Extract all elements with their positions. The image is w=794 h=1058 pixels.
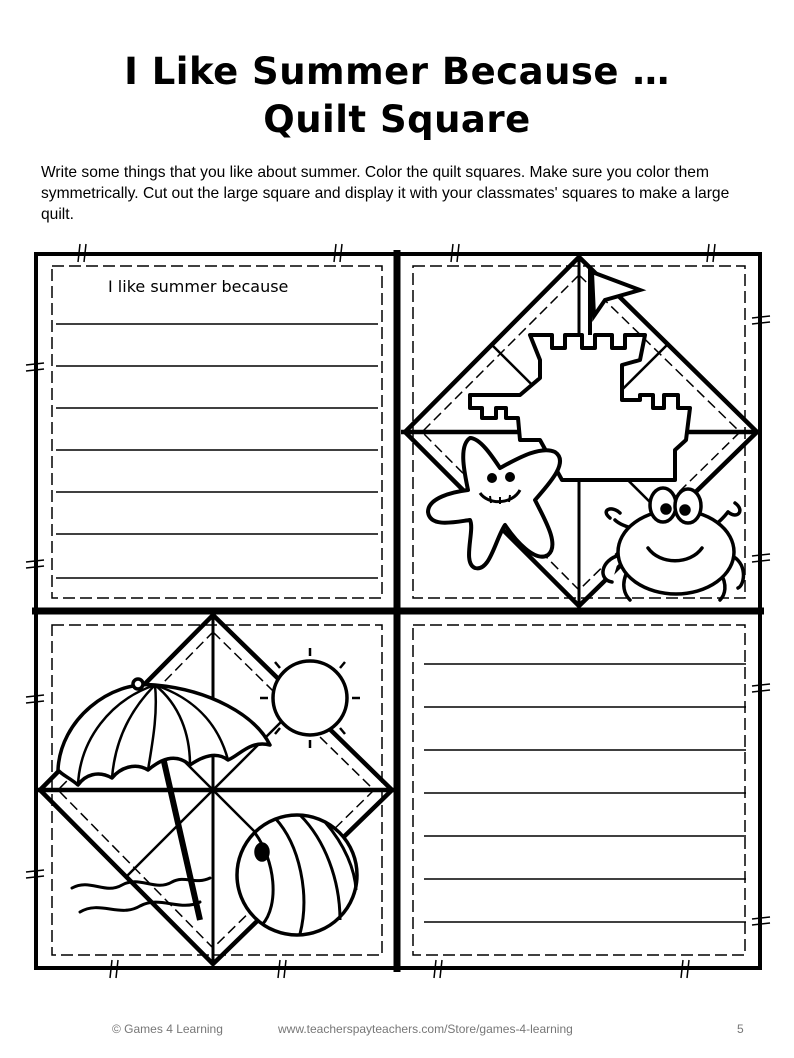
sun-icon (260, 648, 360, 748)
footer-page-number: 5 (737, 1022, 744, 1036)
writing-prompt-label: I like summer because (108, 277, 289, 296)
writing-lines-bottom-right (424, 664, 746, 922)
writing-lines-top-left (56, 324, 378, 578)
page-title-line-2: Quilt Square (263, 98, 531, 141)
beach-ball-icon (237, 815, 357, 935)
instructions-text: Write some things that you like about summer. Color the quilt squares. Make sure you color them symmetrically. Cut out the large square and display it with your classmates' squares to make a large quilt. (41, 164, 730, 223)
footer-copyright: © Games 4 Learning (112, 1022, 223, 1036)
crab-icon (603, 488, 743, 600)
flag-icon (590, 268, 640, 335)
footer-url: www.teacherspayteachers.com/Store/games-4-learning (278, 1022, 573, 1036)
page-title-line-1: I Like Summer Because … (124, 50, 670, 93)
